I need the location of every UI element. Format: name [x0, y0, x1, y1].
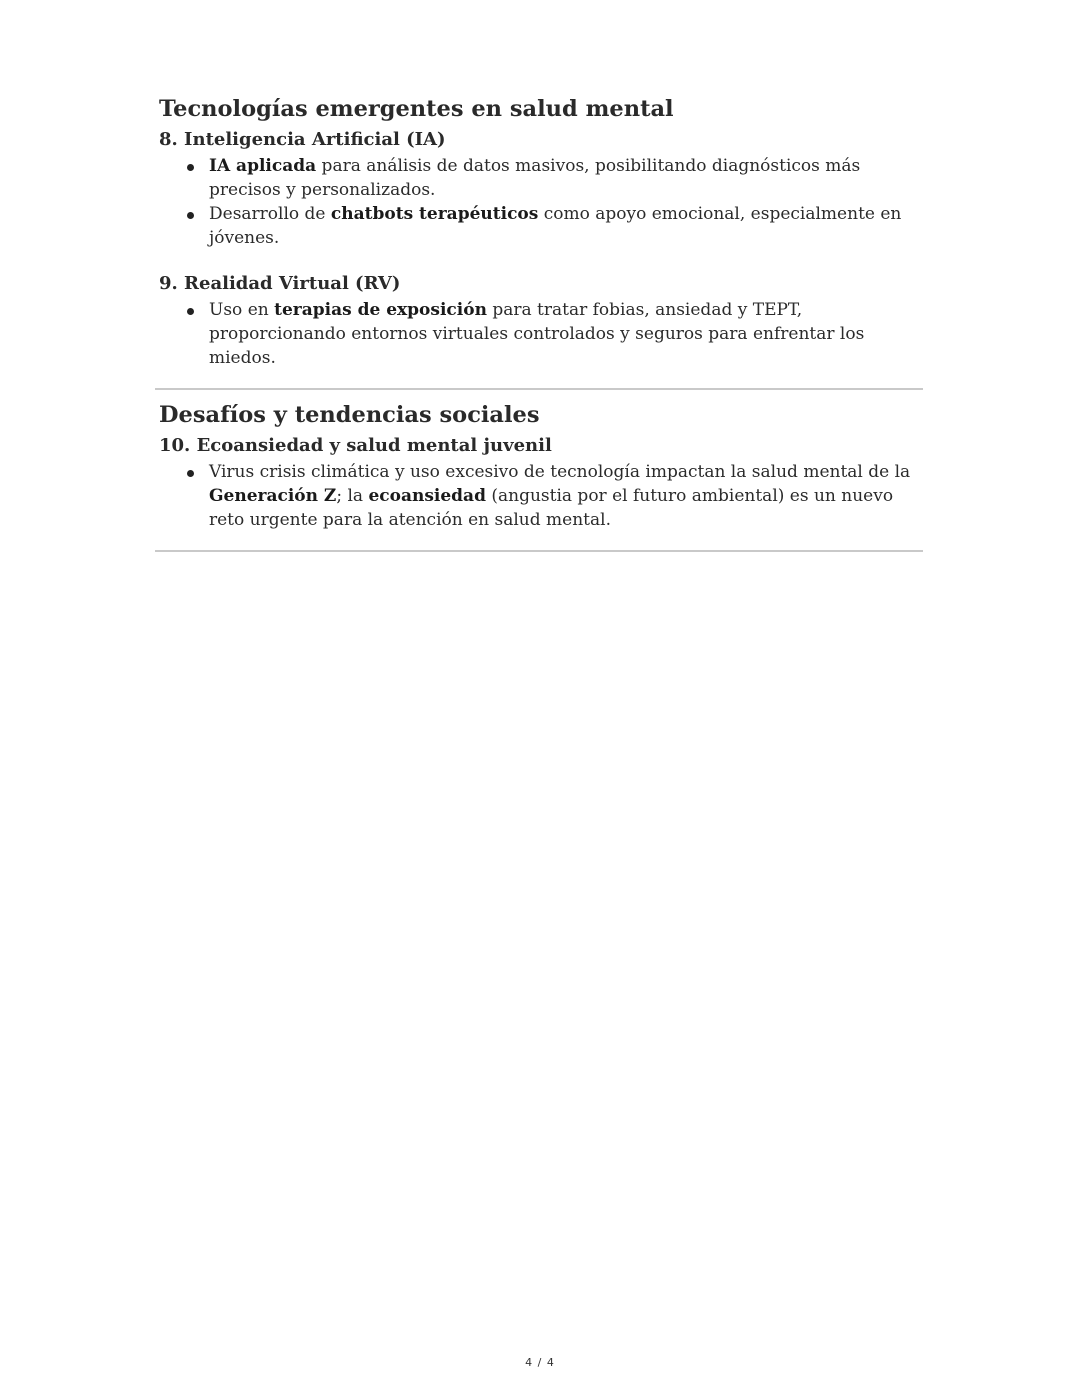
bold-text: terapias de exposición	[274, 300, 487, 320]
list-item-text: Uso en	[209, 300, 275, 320]
list-item	[209, 202, 923, 250]
list-item-text: ; la	[336, 486, 369, 506]
list-item-text: para tratar fobias, ansiedad y TEPT, proporcionando entornos virtuales controlados y seguros para enfrentar los miedos.	[209, 300, 865, 368]
spacer	[159, 532, 923, 550]
list-item-text: (angustia por el futuro ambiental) es un nuevo reto urgente para la atención en salud mental.	[209, 486, 894, 530]
subheading-inteligencia-artificial: 8. Inteligencia Artificial (IA)	[159, 129, 446, 150]
subheading-realidad-virtual: 9. Realidad Virtual (RV)	[159, 273, 401, 294]
list-item-text: para análisis de datos masivos, posibilitando diagnósticos más precisos y personalizados.	[209, 156, 861, 200]
spacer	[159, 390, 923, 398]
page-number: 4 / 4	[525, 1356, 555, 1369]
list-item	[209, 298, 923, 370]
list-item-text: Desarrollo de	[209, 204, 331, 224]
bold-text: Generación Z	[209, 486, 337, 506]
bold-text: ecoansiedad	[368, 486, 486, 506]
document-page	[159, 92, 923, 552]
horizontal-rule	[155, 550, 923, 552]
section-heading-desafios: Desafíos y tendencias sociales	[159, 402, 540, 428]
spacer	[159, 250, 923, 270]
list-rv	[159, 298, 923, 370]
subheading-ecoansiedad: 10. Ecoansiedad y salud mental juvenil	[159, 435, 552, 456]
list-item-text: Virus crisis climática y uso excesivo de tecnología impactan la salud mental de la	[209, 462, 911, 482]
bold-text: IA aplicada	[209, 156, 317, 176]
list-item-text: como apoyo emocional, especialmente en jóvenes.	[209, 204, 902, 248]
list-ia	[159, 154, 923, 250]
list-item	[209, 460, 923, 532]
spacer	[159, 370, 923, 388]
list-ecoansiedad	[159, 460, 923, 532]
list-item	[209, 154, 923, 202]
bold-text: chatbots terapéuticos	[330, 204, 539, 224]
section-heading-tecnologias: Tecnologías emergentes en salud mental	[159, 96, 674, 122]
